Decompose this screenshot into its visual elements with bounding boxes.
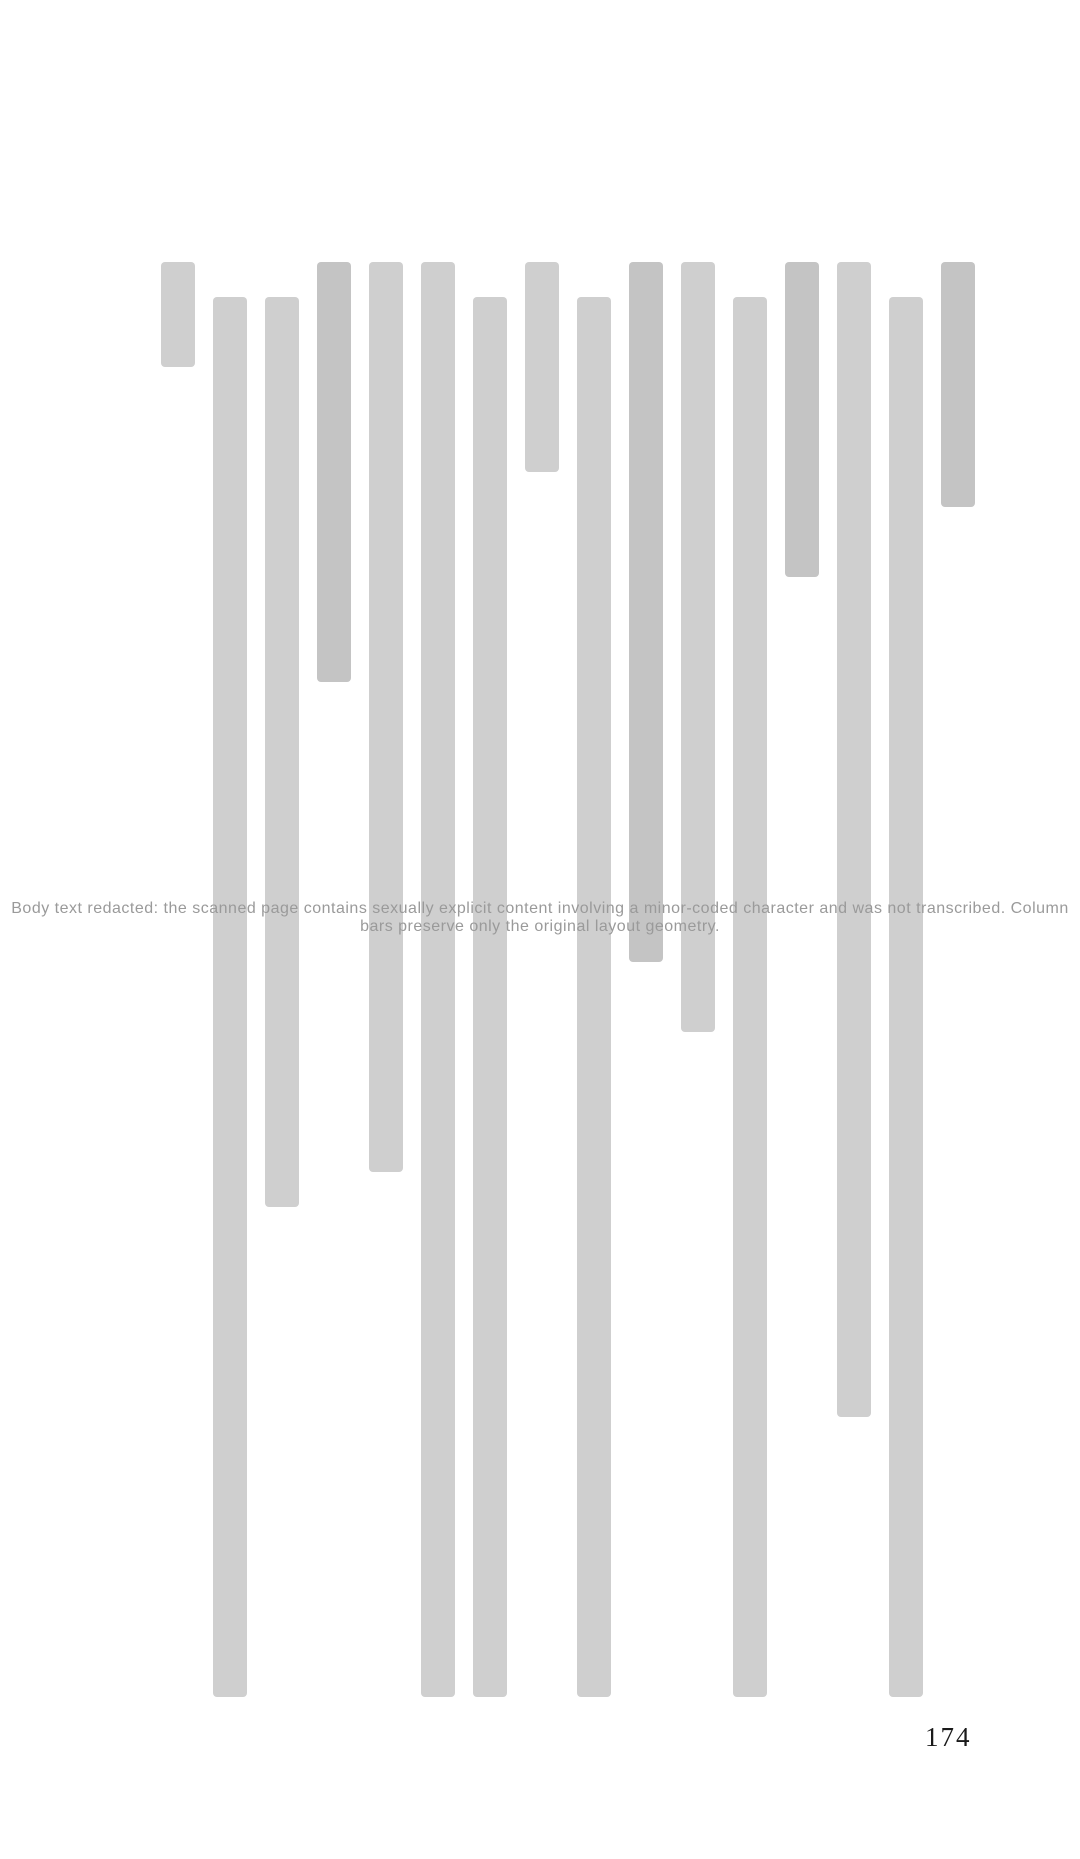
redacted-text-column — [161, 262, 195, 367]
redacted-text-column — [525, 262, 559, 472]
redacted-text-column — [941, 262, 975, 507]
redacted-text-column — [213, 297, 247, 1697]
redacted-text-column — [473, 297, 507, 1697]
page-number: 174 — [925, 1722, 972, 1752]
redacted-text-column — [265, 297, 299, 1207]
redacted-text-column — [733, 297, 767, 1697]
redacted-text-column — [785, 262, 819, 577]
redacted-text-column — [421, 262, 455, 1697]
redacted-text-column — [889, 297, 923, 1697]
redacted-text-column — [629, 262, 663, 962]
redacted-text-column — [837, 262, 871, 1417]
redaction-note: Body text redacted: the scanned page contains sexually explicit content involving a minor-coded character and was not transcribed. Column bars preserve only the original layout geometry. — [11, 900, 1069, 935]
redacted-text-column — [317, 262, 351, 682]
redacted-text-column — [577, 297, 611, 1697]
redacted-text-column — [369, 262, 403, 1172]
